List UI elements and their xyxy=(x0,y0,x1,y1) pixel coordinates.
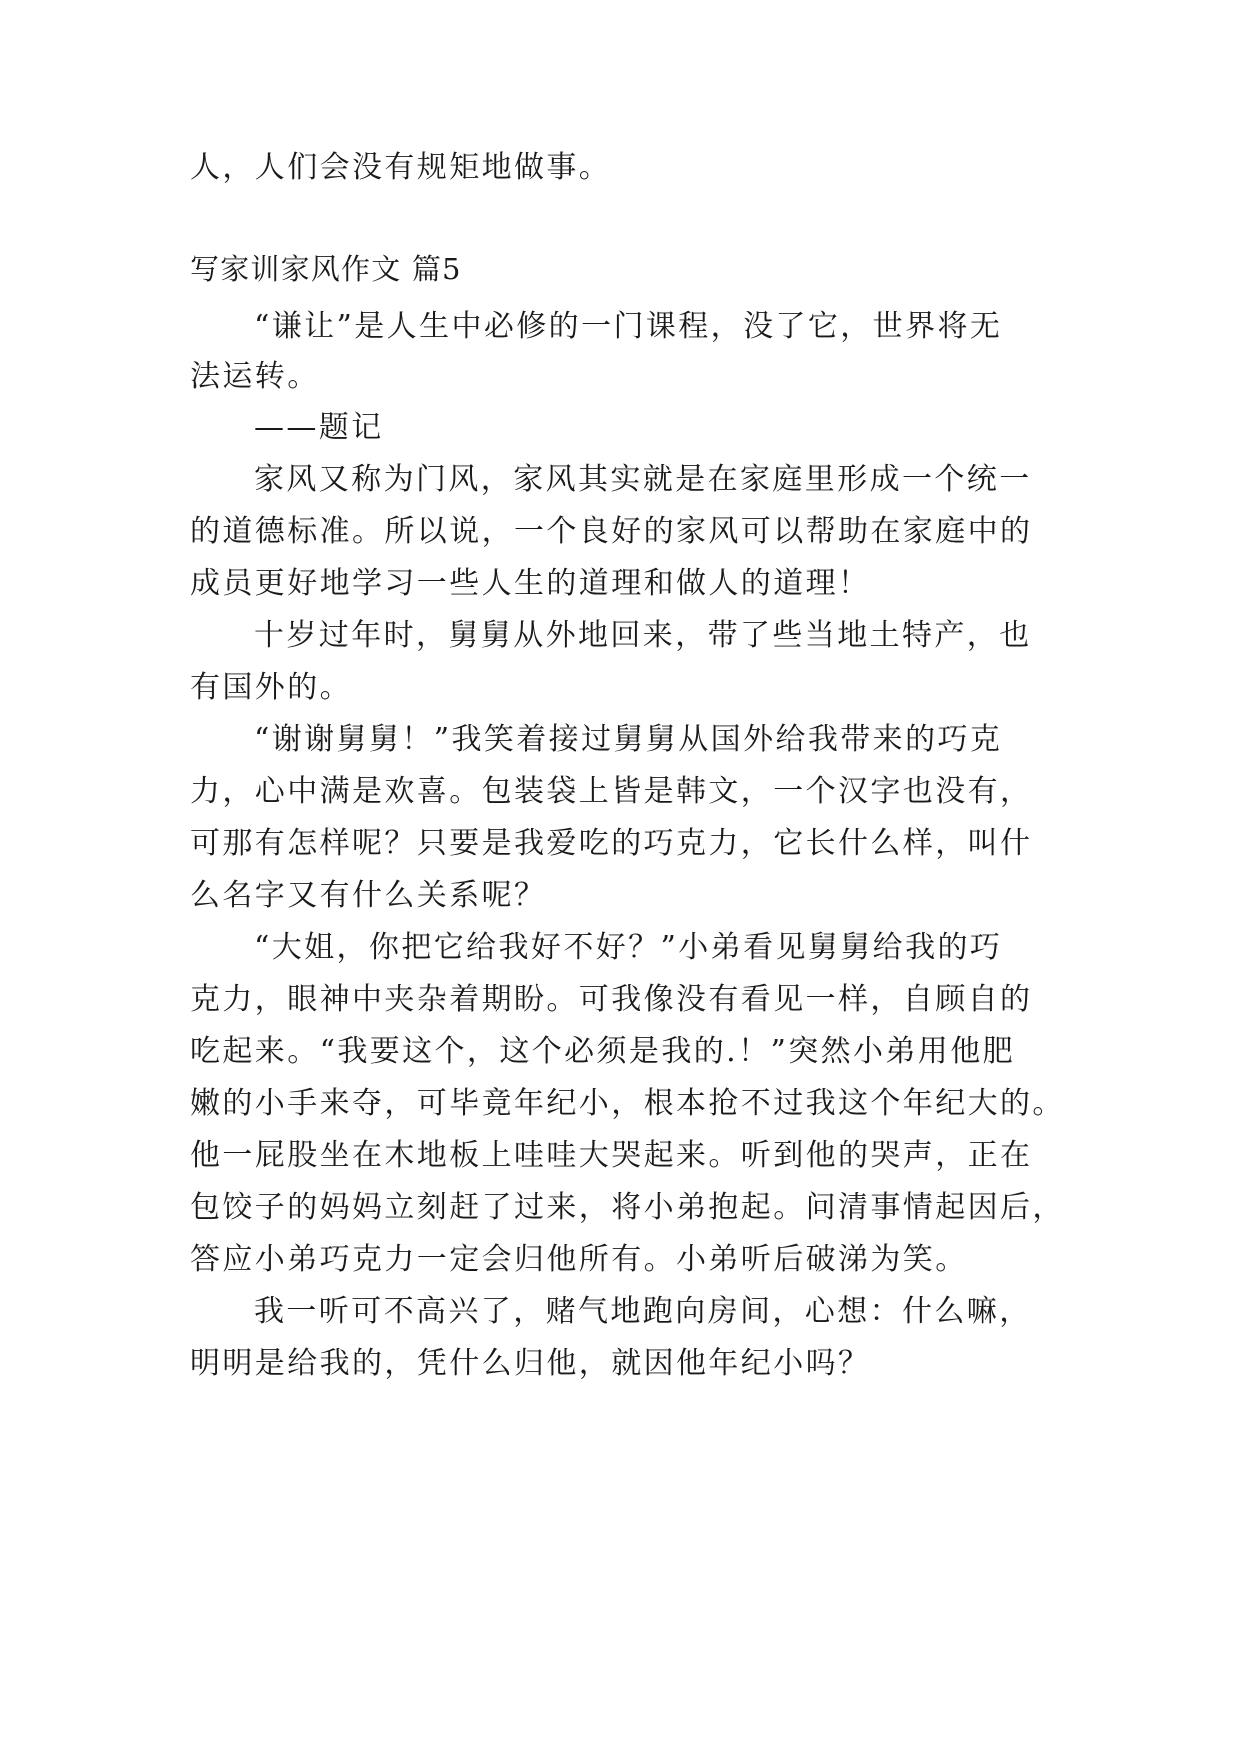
paragraph-6-line-5: 他一屁股坐在木地板上哇哇大哭起来。听到他的哭声，正在 xyxy=(190,1138,1033,1173)
paragraph-6-line-3: 吃起来。“我要这个，这个必须是我的.！”突然小弟用他肥 xyxy=(190,1034,1016,1069)
paragraph-1-line-2: 法运转。 xyxy=(190,359,320,394)
paragraph-5-line-4: 么名字又有什么关系呢？ xyxy=(190,878,547,913)
paragraph-7-line-2: 明明是给我的，凭什么归他，就因他年纪小吗？ xyxy=(190,1346,871,1381)
paragraph-6-line-2: 克力，眼神中夹杂着期盼。可我像没有看见一样，自顾自的 xyxy=(190,982,1033,1017)
paragraph-6-line-4: 嫩的小手来夺，可毕竟年纪小，根本抢不过我这个年纪大的。 xyxy=(190,1086,1065,1121)
paragraph-4-line-1: 十岁过年时，舅舅从外地回来，带了些当地土特产，也 xyxy=(254,618,1032,653)
paragraph-3-line-1: 家风又称为门风，家风其实就是在家庭里形成一个统一 xyxy=(254,462,1032,497)
paragraph-1-line-1: “谦让”是人生中必修的一门课程，没了它，世界将无 xyxy=(254,309,1003,344)
paragraph-4-line-2: 有国外的。 xyxy=(190,670,352,705)
section-heading: 写家训家风作文 篇5 xyxy=(190,252,462,286)
paragraph-6-line-1: “大姐，你把它给我好不好？”小弟看见舅舅给我的巧 xyxy=(254,930,1003,965)
paragraph-6-line-6: 包饺子的妈妈立刻赶了过来，将小弟抱起。问清事情起因后， xyxy=(190,1190,1065,1225)
carryover-text: 人，人们会没有规矩地做事。 xyxy=(190,150,612,185)
paragraph-5-line-2: 力，心中满是欢喜。包装袋上皆是韩文，一个汉字也没有， xyxy=(190,774,1033,809)
paragraph-3-line-2: 的道德标准。所以说，一个良好的家风可以帮助在家庭中的 xyxy=(190,514,1033,549)
epigraph-attribution: ——题记 xyxy=(254,410,384,445)
paragraph-5-line-3: 可那有怎样呢？只要是我爱吃的巧克力，它长什么样，叫什 xyxy=(190,826,1033,861)
paragraph-3-line-3: 成员更好地学习一些人生的道理和做人的道理！ xyxy=(190,566,871,601)
paragraph-7-line-1: 我一听可不高兴了，赌气地跑向房间，心想：什么嘛， xyxy=(254,1294,1032,1329)
paragraph-5-line-1: “谢谢舅舅！”我笑着接过舅舅从国外给我带来的巧克 xyxy=(254,722,1003,757)
paragraph-6-line-7: 答应小弟巧克力一定会归他所有。小弟听后破涕为笑。 xyxy=(190,1242,968,1277)
